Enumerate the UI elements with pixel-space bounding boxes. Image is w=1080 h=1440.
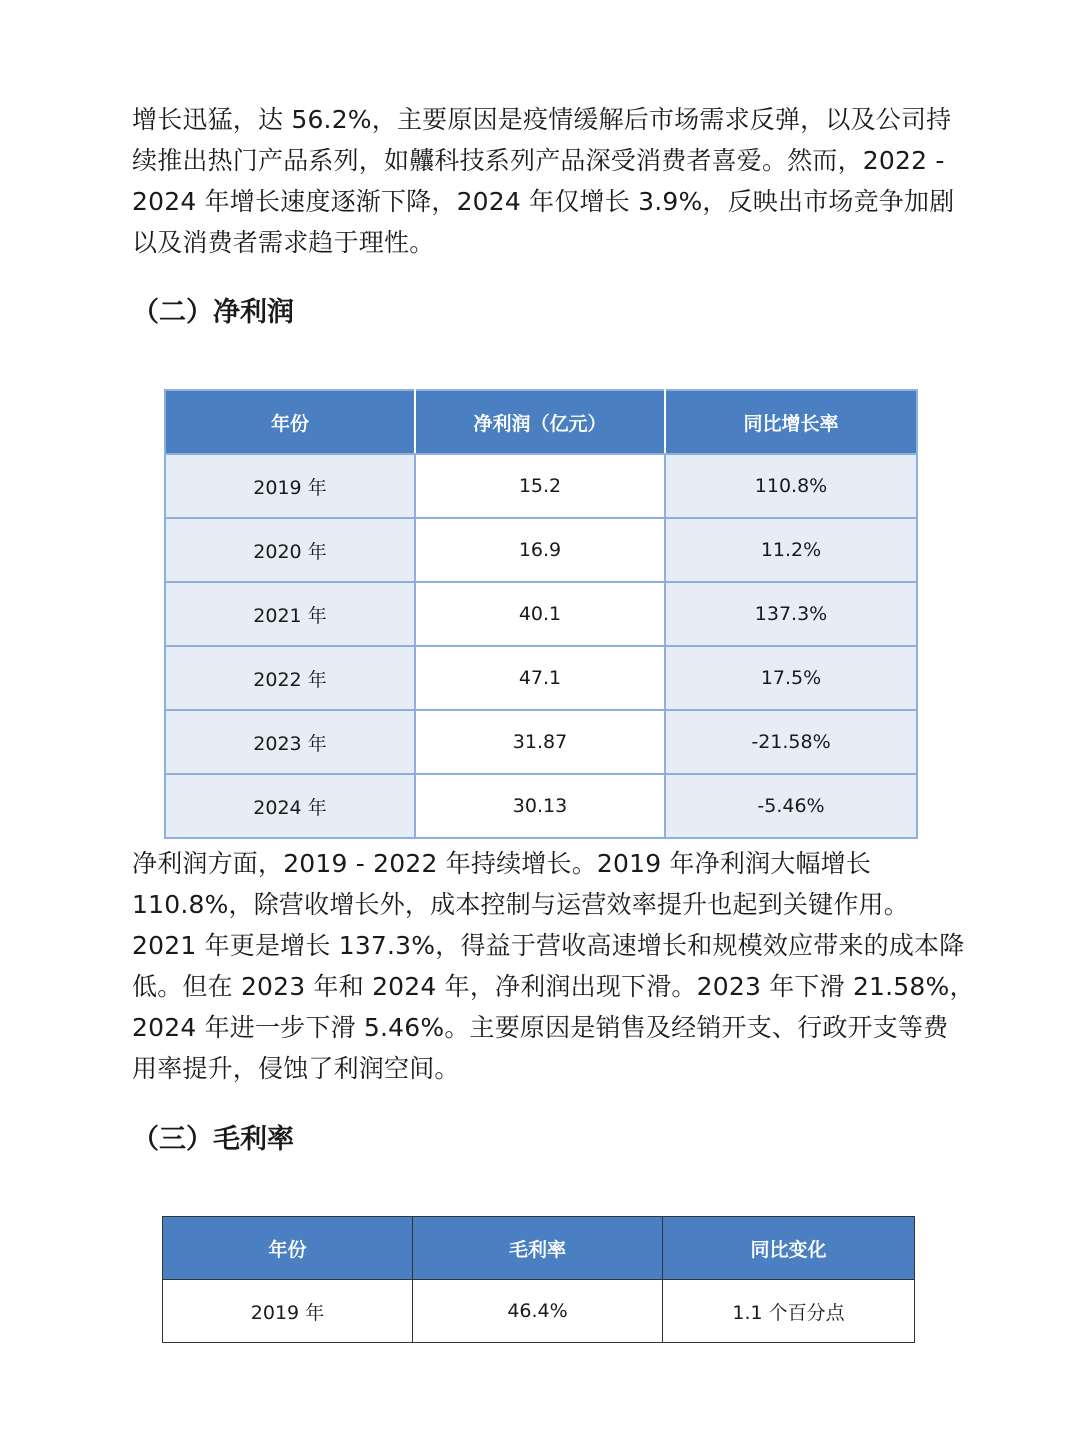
net-profit-cell: 15.2	[415, 454, 665, 518]
table-header-row	[165, 390, 917, 454]
table-row	[165, 518, 917, 582]
text-line: 2024 年增长速度逐渐下降，2024 年仅增长 3.9%，反映出市场竞争加剧	[132, 187, 955, 216]
year-cell: 2022 年	[165, 646, 415, 710]
year-cell: 2023 年	[165, 710, 415, 774]
column-header-yoy-change: 同比变化	[663, 1217, 915, 1280]
column-header-gross-margin: 毛利率	[413, 1217, 663, 1280]
table-row	[165, 582, 917, 646]
yoy-rate-cell: 110.8%	[665, 454, 917, 518]
year-cell: 2020 年	[165, 518, 415, 582]
yoy-rate-cell: -21.58%	[665, 710, 917, 774]
net-profit-cell: 30.13	[415, 774, 665, 838]
table-header-row	[163, 1217, 915, 1280]
yoy-change-cell: 1.1 个百分点	[663, 1280, 915, 1343]
section-heading-net-profit: （二）净利润	[132, 297, 294, 328]
text-line: 2021 年更是增长 137.3%，得益于营收高速增长和规模效应带来的成本降	[132, 931, 965, 960]
column-header-year: 年份	[163, 1217, 413, 1280]
text-line: 净利润方面，2019 - 2022 年持续增长。2019 年净利润大幅增长	[132, 849, 872, 878]
yoy-rate-cell: -5.46%	[665, 774, 917, 838]
gross-margin-cell: 46.4%	[413, 1280, 663, 1343]
net-profit-cell: 31.87	[415, 710, 665, 774]
intro-paragraph	[132, 99, 955, 263]
text-line: 低。但在 2023 年和 2024 年，净利润出现下滑。2023 年下滑 21.58%，	[132, 972, 975, 1001]
yoy-rate-cell: 137.3%	[665, 582, 917, 646]
net-profit-cell: 16.9	[415, 518, 665, 582]
yoy-rate-cell: 11.2%	[665, 518, 917, 582]
text-line: 110.8%，除营收增长外，成本控制与运营效率提升也起到关键作用。	[132, 890, 909, 919]
text-line: 以及消费者需求趋于理性。	[132, 228, 435, 257]
net-profit-cell: 40.1	[415, 582, 665, 646]
column-header-yoy-rate: 同比增长率	[665, 390, 917, 454]
column-header-net-profit: 净利润（亿元）	[415, 390, 665, 454]
net-profit-table	[164, 389, 918, 839]
year-cell: 2024 年	[165, 774, 415, 838]
year-cell: 2021 年	[165, 582, 415, 646]
gross-margin-table	[162, 1216, 915, 1343]
table-row	[165, 710, 917, 774]
column-header-year: 年份	[165, 390, 415, 454]
table-row	[165, 646, 917, 710]
net-profit-cell: 47.1	[415, 646, 665, 710]
year-cell: 2019 年	[163, 1280, 413, 1343]
table-row	[163, 1280, 915, 1343]
text-line: 增长迅猛，达 56.2%，主要原因是疫情缓解后市场需求反弹，以及公司持	[132, 105, 952, 134]
table-row	[165, 774, 917, 838]
text-line: 续推出热门产品系列，如齉科技系列产品深受消费者喜爱。然而，2022 -	[132, 146, 945, 175]
table-row	[165, 454, 917, 518]
year-cell: 2019 年	[165, 454, 415, 518]
section-heading-gross-margin: （三）毛利率	[132, 1124, 294, 1155]
yoy-rate-cell: 17.5%	[665, 646, 917, 710]
text-line: 2024 年进一步下滑 5.46%。主要原因是销售及经销开支、行政开支等费	[132, 1013, 949, 1042]
net-profit-paragraph	[132, 843, 975, 1089]
text-line: 用率提升，侵蚀了利润空间。	[132, 1054, 460, 1083]
